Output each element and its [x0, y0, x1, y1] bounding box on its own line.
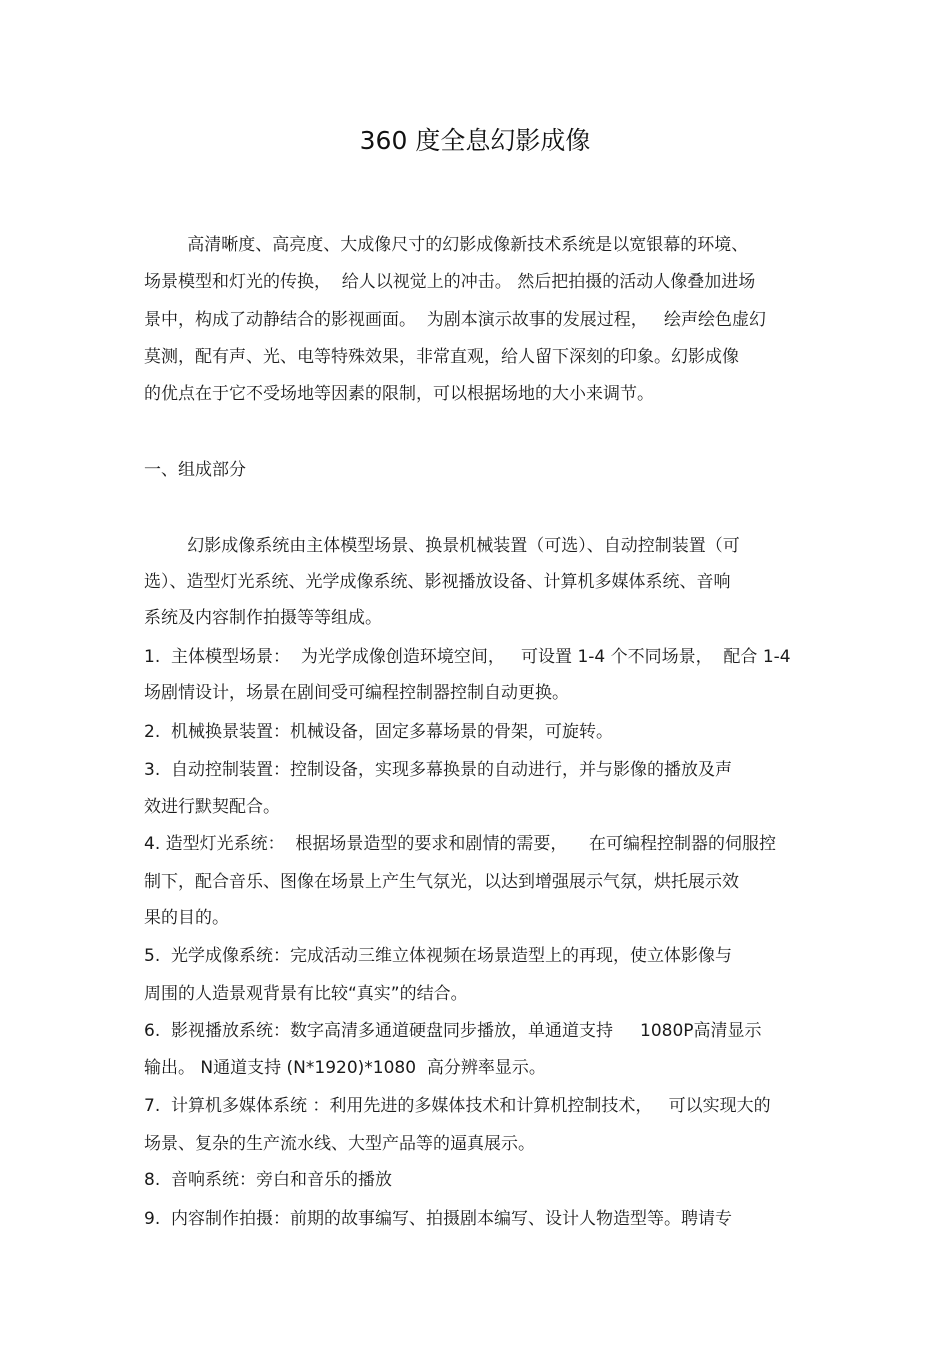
section-heading: 一、组成部分: [144, 460, 246, 480]
list-item-7-cont: 场景、复杂的生产流水线、大型产品等的逼真展示。: [144, 1134, 535, 1154]
list-item-6: 6. 影视播放系统：数字高清多通道硬盘同步播放，单通道支持 1080P高清显示: [144, 1021, 762, 1041]
list-item-3-cont: 效进行默契配合。: [144, 797, 280, 817]
intro-line: 莫测，配有声、光、电等特殊效果，非常直观，给人留下深刻的印象。幻影成像: [144, 347, 739, 367]
list-item-4: 4. 造型灯光系统： 根据场景造型的要求和剧情的需要， 在可编程控制器的伺服控: [144, 834, 777, 854]
list-item-1: 1. 主体模型场景： 为光学成像创造环境空间， 可设置 1-4 个不同场景， 配合 1-4: [144, 647, 791, 667]
list-item-5: 5. 光学成像系统：完成活动三维立体视频在场景造型上的再现，使立体影像与: [144, 946, 733, 966]
list-item-4-cont: 果的目的。: [144, 908, 229, 928]
list-item-7: 7. 计算机多媒体系统 ：利用先进的多媒体技术和计算机控制技术， 可以实现大的: [144, 1096, 771, 1116]
list-item-6-cont: 输出。 N通道支持 (N*1920)*1080 高分辨率显示。: [144, 1058, 546, 1078]
section-line: 幻影成像系统由主体模型场景、换景机械装置（可选）、自动控制装置（可: [144, 536, 740, 556]
list-item-4-cont: 制下，配合音乐、图像在场景上产生气氛光，以达到增强展示气氛，烘托展示效: [144, 872, 739, 892]
list-item-5-cont: 周围的人造景观背景有比较“真实”的结合。: [144, 984, 468, 1004]
intro-line: 场景模型和灯光的传换， 给人以视觉上的冲击。 然后把拍摄的活动人像叠加进场: [144, 272, 756, 292]
list-item-8: 8. 音响系统：旁白和音乐的播放: [144, 1170, 393, 1190]
section-line: 选）、造型灯光系统、光学成像系统、影视播放设备、计算机多媒体系统、音响: [144, 572, 731, 592]
list-item-3: 3. 自动控制装置：控制设备，实现多幕换景的自动进行，并与影像的播放及声: [144, 760, 733, 780]
section-line: 系统及内容制作拍摄等等组成。: [144, 608, 382, 628]
intro-line: 景中，构成了动静结合的影视画面。 为剧本演示故事的发展过程， 绘声绘色虚幻: [144, 310, 767, 330]
intro-line: 高清晰度、高亮度、大成像尺寸的幻影成像新技术系统是以宽银幕的环境、: [144, 235, 749, 255]
list-item-2: 2. 机械换景装置：机械设备，固定多幕场景的骨架，可旋转。: [144, 722, 614, 742]
intro-line: 的优点在于它不受场地等因素的限制，可以根据场地的大小来调节。: [144, 384, 654, 404]
list-item-1-cont: 场剧情设计，场景在剧间受可编程控制器控制自动更换。: [144, 683, 569, 703]
list-item-9: 9. 内容制作拍摄：前期的故事编写、拍摄剧本编写、设计人物造型等。聘请专: [144, 1209, 733, 1229]
document-title: 360 度全息幻影成像: [359, 126, 591, 155]
